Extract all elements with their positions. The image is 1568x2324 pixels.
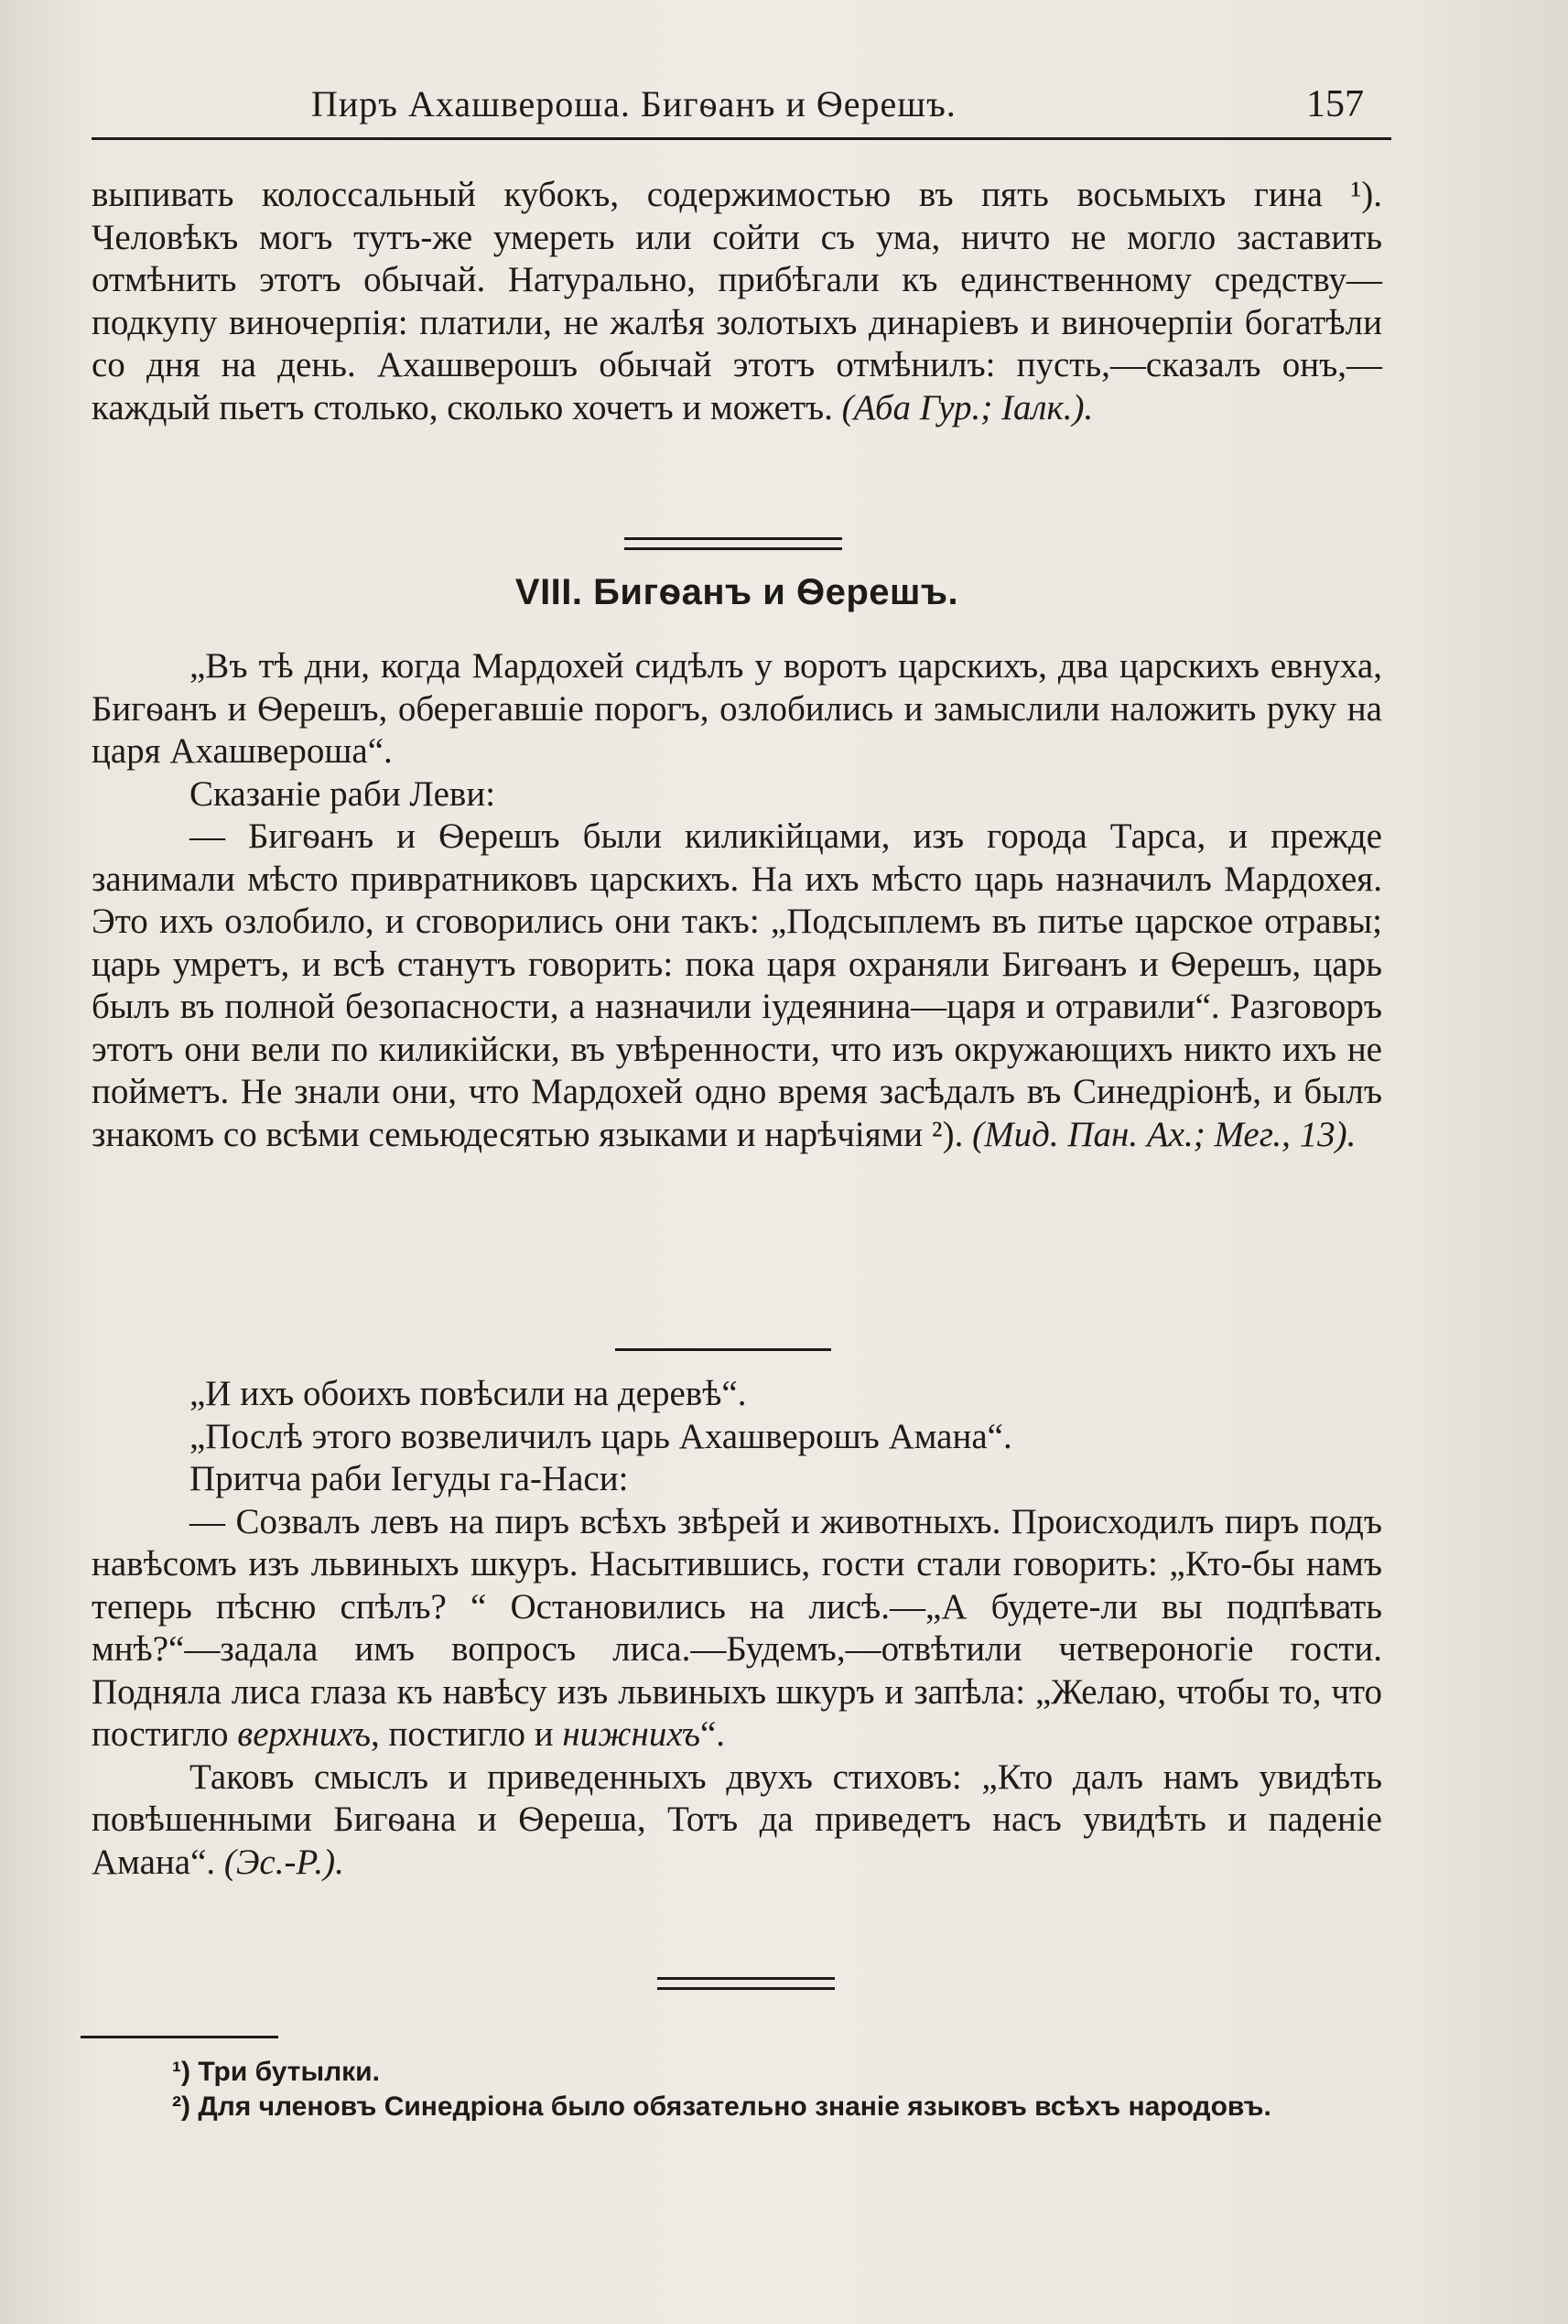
paragraph-text: — Созвалъ левъ на пиръ всѣхъ звѣрей и животныхъ. Происходилъ пиръ подъ навѣсомъ изъ львиныхъ шкуръ. Насытившись, гости стали говорить: „Кто-бы намъ теперь пѣсню спѣлъ? “ Остановились на лисѣ.—„А будете-ли вы подпѣвать мнѣ?“—задала имъ вопросъ лиса.—Будемъ,—отвѣтили четвероногіе гости. Подняла лиса глаза къ навѣсу изъ львиныхъ шкуръ и запѣла: „Желаю, чтобы то, что постигло: [92, 1501, 1382, 1754]
opening-text-block: [92, 174, 1382, 429]
paragraph-text: выпивать колоссальный кубокъ, содержимостью въ пять восьмыхъ гина ¹). Человѣкъ могъ тутъ-же умереть или сойти съ ума, ничто не могло заставить отмѣнить этотъ обычай. Натурально, прибѣгали къ единственному средству—подкупу виночерпія: платили, не жалѣя золотыхъ динаріевъ и виночерпіи богатѣли со дня на день. Ахашверошъ обычай этотъ отмѣнилъ: пусть,—сказалъ онъ,—каждый пьетъ столько, сколько хочетъ и можетъ.: [92, 175, 1382, 427]
paragraph: [92, 174, 1382, 429]
running-header: [92, 82, 1391, 137]
section-text-block: [92, 645, 1382, 1156]
footnote: ¹) Три бутылки.: [172, 2057, 380, 2087]
paragraph: „Послѣ этого возвеличилъ царь Ахашверошъ Амана“.: [189, 1416, 1012, 1456]
section-heading: VIII. Бигѳанъ и Ѳерешъ.: [514, 572, 959, 612]
paragraph-text: , постигло и: [371, 1714, 554, 1754]
header-title: Пиръ Ахашвероша. Бигѳанъ и Ѳерешъ.: [311, 83, 957, 124]
paragraph: [92, 816, 1382, 1156]
paragraph-text: — Бигѳанъ и Ѳерешъ были киликійцами, изъ города Тарса, и прежде занимали мѣсто привратниковъ царскихъ. На ихъ мѣсто царь назначилъ Мардохея. Это ихъ озлобило, и сговорились они такъ: „Подсыплемъ въ питье царское отравы; царь умретъ, и всѣ станутъ говорить: пока царя охраняли Бигѳанъ и Ѳерешъ, царь былъ въ полной безопасности, а назначили іудеянина—царя и отравили“. Разговоръ этотъ они вели по киликійски, въ увѣренности, что изъ окружающихъ никто ихъ не пойметъ. Не знали они, что Мардохей одно время засѣдалъ въ Синедріонѣ, и былъ знакомъ со всѣми семьюдесятью языками и нарѣчіями ²).: [92, 816, 1382, 1154]
emphasis: нижнихъ: [562, 1714, 700, 1754]
paragraph: [92, 1757, 1382, 1885]
footnotes: [81, 2055, 1382, 2124]
paragraph: „Въ тѣ дни, когда Мардохей сидѣлъ у воротъ царскихъ, два царскихъ евнуха, Бигѳанъ и Ѳерешъ, оберегавшіе порогъ, озлобились и замыслили наложить руку на царя Ахашвероша“.: [92, 646, 1382, 771]
end-divider: [657, 1977, 835, 1990]
page-number: 157: [1306, 83, 1364, 125]
paragraph: Притча раби Іегуды га-Наси:: [189, 1459, 629, 1498]
paragraph: Сказаніе раби Леви:: [189, 773, 496, 814]
header-rule: [92, 137, 1391, 140]
paragraph: [92, 1501, 1382, 1757]
citation: (Мид. Пан. Ах.; Мег., 13).: [972, 1114, 1357, 1154]
paragraph: „И ихъ обоихъ повѣсили на деревѣ“.: [189, 1374, 747, 1413]
footnote: ²) Для членовъ Синедріона было обязательно знаніе языковъ всѣхъ народовъ.: [172, 2092, 1271, 2122]
paragraph-text: Таковъ смыслъ и приведенныхъ двухъ стиховъ: „Кто далъ намъ увидѣть повѣшенными Бигѳана и Ѳереша, Тотъ да приведетъ насъ увидѣть и паденіе Амана“.: [92, 1757, 1382, 1882]
paragraph-text: “.: [699, 1714, 726, 1754]
paragraph-divider: [615, 1348, 831, 1351]
parable-text-block: [92, 1373, 1382, 1884]
emphasis: верхнихъ: [237, 1714, 371, 1754]
citation: (Эс.-Р.).: [223, 1842, 344, 1882]
footnote-rule: [81, 2036, 278, 2038]
citation: (Аба Гур.; Іалк.).: [841, 387, 1094, 427]
section-divider: [624, 537, 842, 550]
